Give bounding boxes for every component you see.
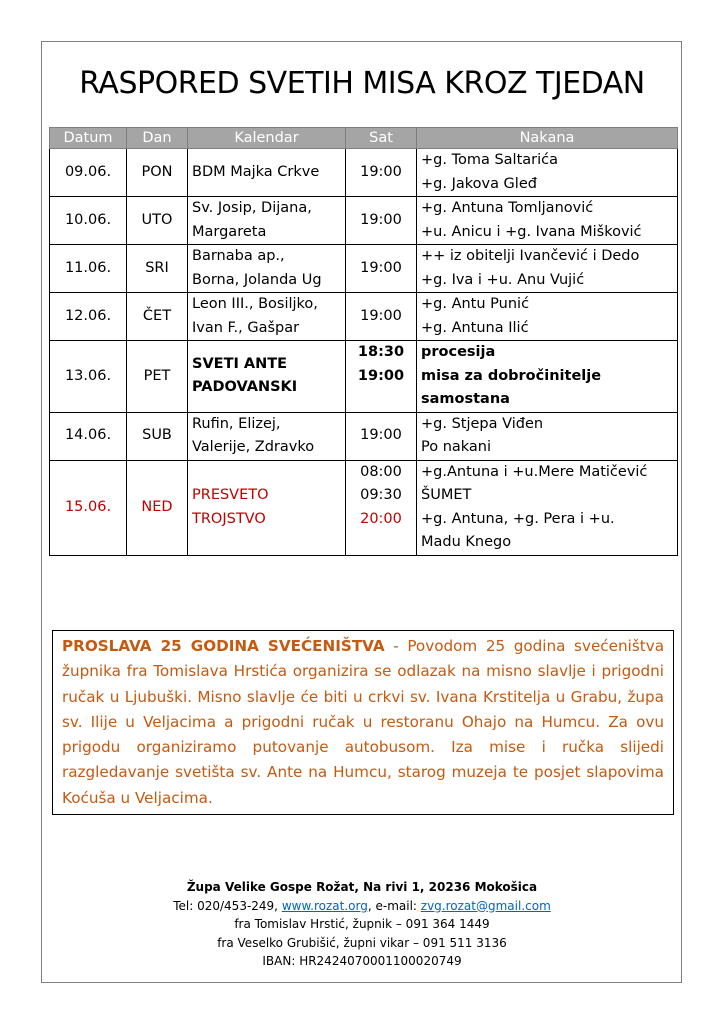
calendar-cell: Barnaba ap., Borna, Jolanda Ug [188,245,346,293]
time-cell: 19:00 [346,293,417,341]
notice-body: - Povodom 25 godina svećeništva župnika fra Tomislava Hrstića organizira se odlazak na misno slavlje i prigodni ručak u Ljubuški. Misno slavlje će biti u crkvi sv. Ivana Krstitelja u Grabu, župa sv. Ilije u Veljacima a prigodni ručak u restoranu Ohajo na Humcu. Za ovu prigodu organiziramo putovanje autobusom. Iza mise i ručka slijedi razgledavanje svetišta sv. Ante na Humcu, starog muzeja te posjet slapovima Koćuša u Veljacima. [62,637,664,807]
header-dan: Dan [127,128,188,149]
table-row [50,293,678,341]
day-cell: ČET [127,293,188,341]
email-label: , e-mail: [367,898,421,913]
time-cell: 08:00 09:30 20:00 [346,460,417,555]
time-cell: 18:30 19:00 [346,341,417,413]
day-cell: NED [127,460,188,555]
table-row [50,341,678,413]
intention-cell: +g. Stjepa Viđen Po nakani [417,412,678,460]
anniversary-notice [52,630,674,815]
intention-cell: ++ iz obitelji Ivančević i Dedo +g. Iva i +u. Anu Vujić [417,245,678,293]
table-row [50,460,678,555]
header-nakana: Nakana [417,128,678,149]
time-cell: 19:00 [346,412,417,460]
table-row [50,245,678,293]
day-cell: UTO [127,197,188,245]
calendar-cell: Sv. Josip, Dijana, Margareta [188,197,346,245]
website-link[interactable]: www.rozat.org [281,898,368,913]
calendar-cell: Leon III., Bosiljko, Ivan F., Gašpar [188,293,346,341]
page-title: RASPORED SVETIH MISA KROZ TJEDAN [79,66,645,101]
intention-cell: +g. Antu Punić +g. Antuna Ilić [417,293,678,341]
vicar-contact: fra Veselko Grubišić, župni vikar – 091 511 3136 [217,935,507,950]
phone-text: Tel: 020/453-249, [173,898,282,913]
table-header-row [50,128,678,149]
notice-heading: PROSLAVA 25 GODINA SVEĆENIŠTVA [62,637,385,655]
date-cell: 11.06. [50,245,127,293]
time-cell: 19:00 [346,245,417,293]
intention-cell: +g.Antuna i +u.Mere Matičević ŠUMET +g. Antuna, +g. Pera i +u. Madu Knego [417,460,678,555]
calendar-cell: BDM Majka Crkve [188,149,346,197]
parish-footer [0,878,724,971]
date-cell: 12.06. [50,293,127,341]
priest-contact: fra Tomislav Hrstić, župnik – 091 364 1449 [234,917,490,932]
intention-cell: procesija misa za dobročinitelje samostana [417,341,678,413]
date-cell: 10.06. [50,197,127,245]
contact-line [0,897,724,916]
header-kalendar: Kalendar [188,128,346,149]
date-cell: 15.06. [50,460,127,555]
mass-schedule-table [49,127,678,556]
table-row [50,197,678,245]
calendar-cell: Rufin, Elizej, Valerije, Zdravko [188,412,346,460]
table-row [50,149,678,197]
day-cell: PON [127,149,188,197]
intention-cell: +g. Toma Saltarića +g. Jakova Gleđ [417,149,678,197]
time-cell: 19:00 [346,197,417,245]
day-cell: PET [127,341,188,413]
header-sat: Sat [346,128,417,149]
table-row [50,412,678,460]
calendar-cell: SVETI ANTE PADOVANSKI [188,341,346,413]
date-cell: 14.06. [50,412,127,460]
day-cell: SUB [127,412,188,460]
intention-cell: +g. Antuna Tomljanović +u. Anicu i +g. Ivana Mišković [417,197,678,245]
day-cell: SRI [127,245,188,293]
calendar-cell: PRESVETO TROJSTVO [188,460,346,555]
iban: IBAN: HR2424070001100020749 [262,954,462,969]
parish-address: Župa Velike Gospe Rožat, Na rivi 1, 20236 Mokošica [186,880,538,894]
date-cell: 09.06. [50,149,127,197]
header-datum: Datum [50,128,127,149]
time-cell: 19:00 [346,149,417,197]
email-link[interactable]: zvg.rozat@gmail.com [420,898,551,913]
date-cell: 13.06. [50,341,127,413]
